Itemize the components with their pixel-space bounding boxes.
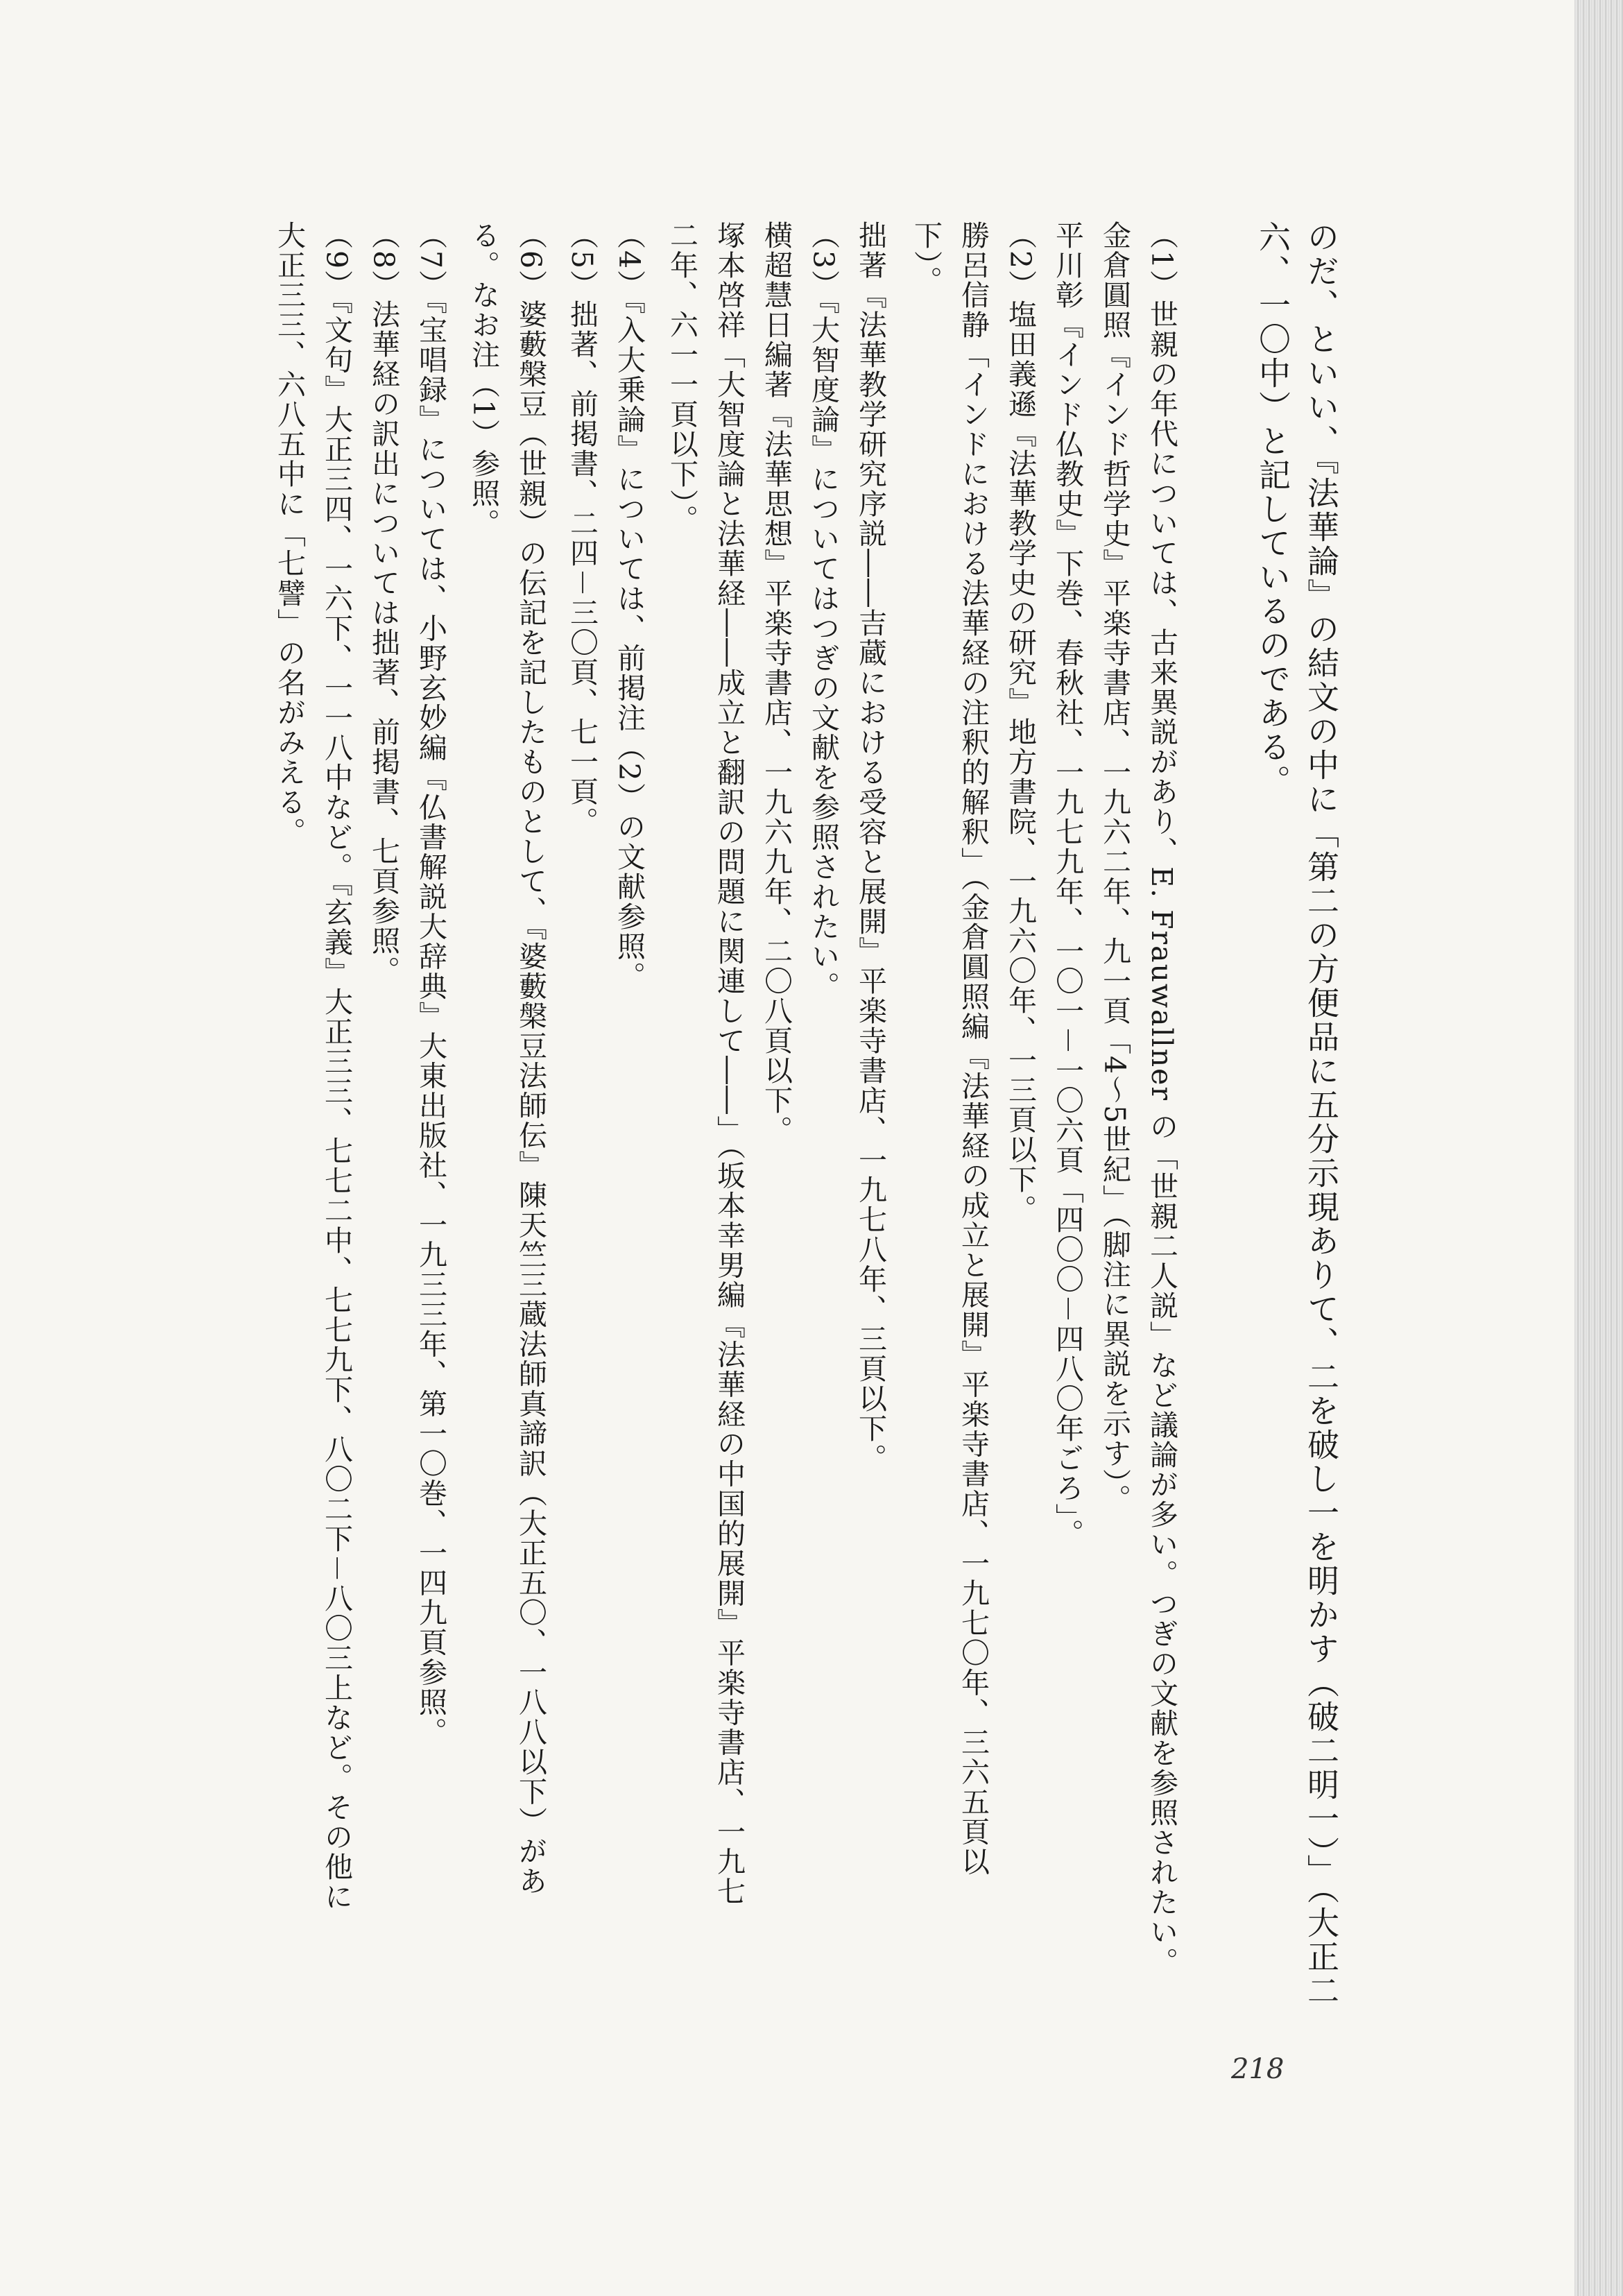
page-number: 218 [1231,2053,1285,2085]
note-line-3: 平川彰『インド仏教史』下巻、春秋社、一九七九年、一〇一－一〇六頁「四〇〇－四八〇年ごろ」。 [1051,221,1084,1549]
note-line-8: （3）『大智度論』についてはつぎの文献を参照されたい。 [807,221,840,1002]
note-line-19: 大正三三、六八五中に「七譬」の名がみえる。 [273,221,306,847]
binding-edge [1574,0,1623,2296]
note-line-18: （9）『文句』大正三四、一六下、一一八中など。『玄義』大正三三、七七二中、七七九下、八〇二下－八〇三上など。その他に [320,221,353,1912]
note-line-13: （5）拙著、前掲書、二四－三〇頁、七一頁。 [565,221,599,837]
note-line-7: 拙著『法華教学研究序説――吉蔵における受容と展開』平楽寺書店、一九七八年、三頁以下。 [854,221,887,1473]
note-line-10: 塚本啓祥「大智度論と法華経――成立と翻訳の問題に関連して――」（坂本幸男編『法華経の中国的展開』平楽寺書店、一九七 [712,221,746,1907]
note-line-11: 二年、六一一頁以下）。 [665,221,698,535]
body-line-2: 六、一〇中）と記しているのである。 [1254,221,1291,798]
note-line-17: （8）法華経の訳出については拙著、前掲書、七頁参照。 [367,221,400,986]
note-line-16: （7）『宝唱録』については、小野玄妙編『仏書解説大辞典』大東出版社、一九三三年、第一〇巻、一四九頁参照。 [414,221,447,1747]
note-line-1: （1）世親の年代については、古来異説があり、E. Frauwallner の「世親二人説」など議論が多い。つぎの文献を参照されたい。 [1145,221,1178,1978]
note-line-12: （4）『入大乗論』については、前掲注（2）の文献参照。 [612,221,646,991]
body-line-1: のだ、といい、『法華論』の結文の中に「第二の方便品に五分示現ありて、二を破し一を明かす（破二明一）」（大正二 [1303,221,1340,2008]
note-line-2: 金倉圓照『インド哲学史』平楽寺書店、一九六二年、九一頁「4～5世紀」（脚注に異説を示す）。 [1098,221,1131,1514]
note-line-14: （6）婆藪槃豆（世親）の伝記を記したものとして、『婆藪槃豆法師伝』陳天竺三蔵法師真諦訳（大正五〇、一八八以下）があ [514,221,547,1896]
note-line-5: 勝呂信静「インドにおける法華経の注釈的解釈」（金倉圓照編『法華経の成立と展開』平楽寺書店、一九七〇年、三六五頁以 [956,221,990,1877]
note-line-4: （2）塩田義遜『法華教学史の研究』地方書院、一九六〇年、一三頁以下。 [1004,221,1037,1225]
note-line-6: 下）。 [909,221,943,296]
note-line-15: る。なお注（1）参照。 [467,221,500,539]
note-line-9: 横超慧日編著『法華思想』平楽寺書店、一九六九年、二〇八頁以下。 [759,221,793,1145]
